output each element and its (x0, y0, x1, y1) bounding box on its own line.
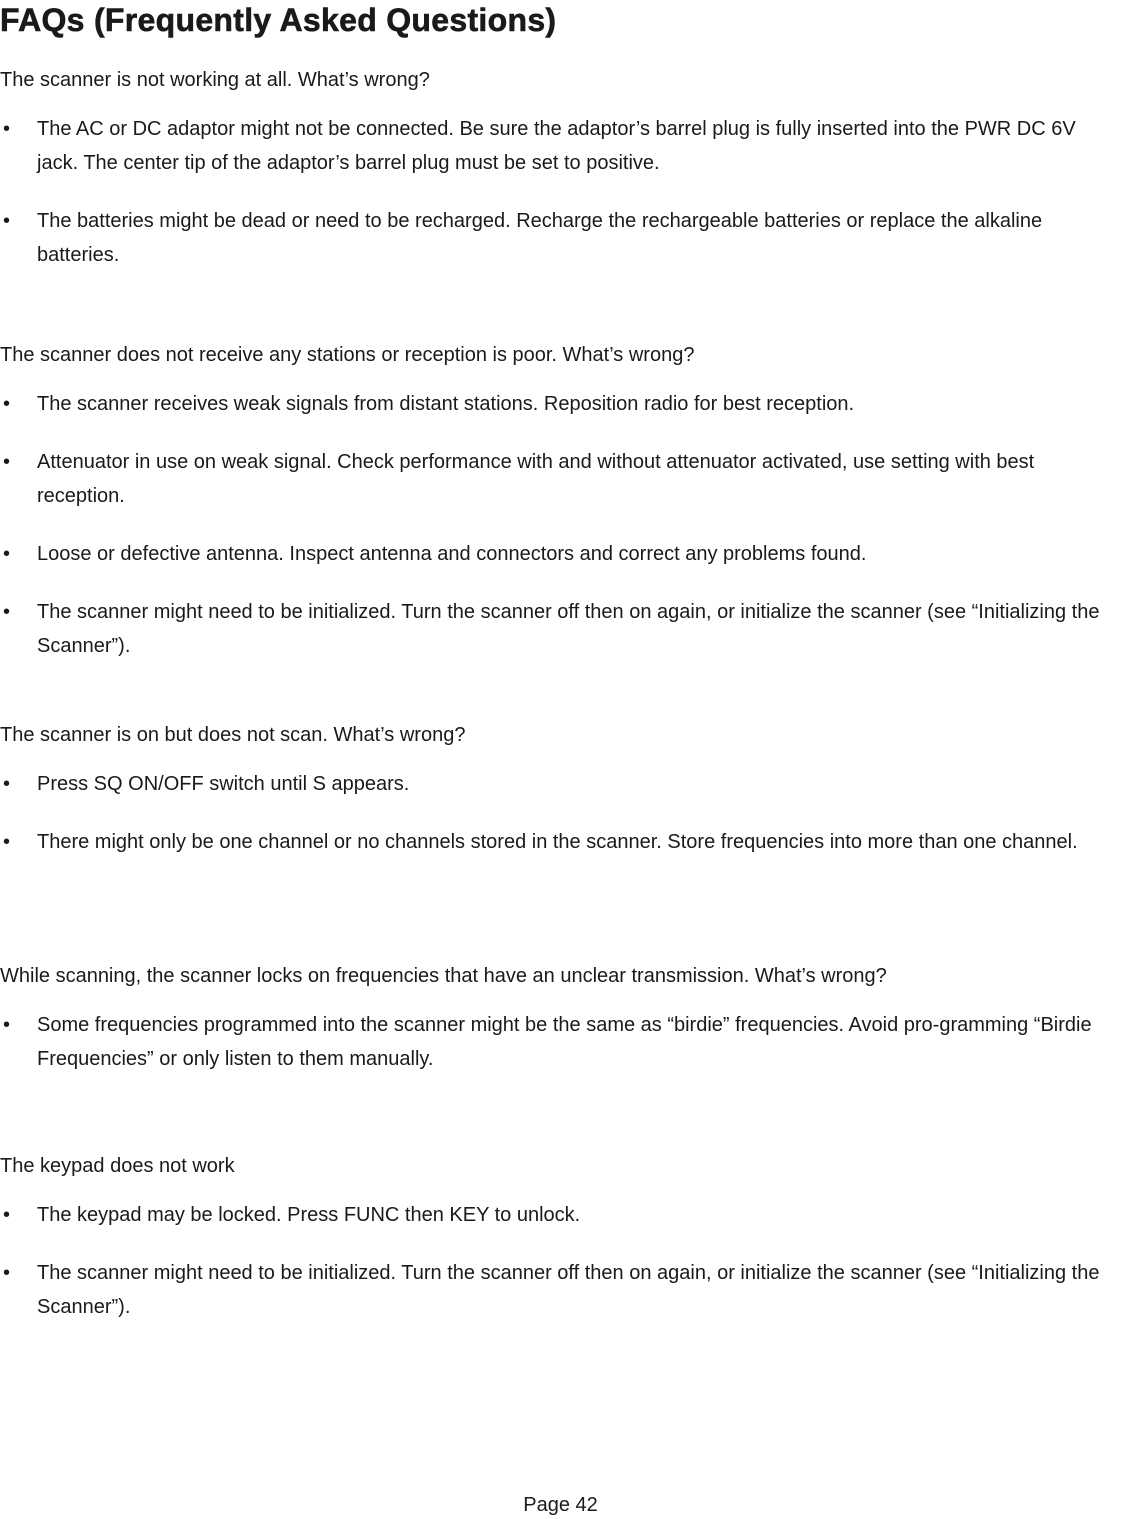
faq-answer-item (0, 825, 1121, 859)
faq-answer-text: Attenuator in use on weak signal. Check performance with and without attenuator activated, use setting with best reception. (37, 451, 1035, 507)
faq-section-unclear-transmission (0, 962, 1121, 1076)
faq-answer-item (0, 1008, 1121, 1076)
faq-answer-list (0, 112, 1121, 272)
bullet-icon: • (3, 451, 11, 473)
faq-answer-item (0, 445, 1121, 513)
faq-answer-text: The scanner might need to be initialized. Turn the scanner off then on again, or initialize the scanner (see “Initializing the Scanner”). (37, 601, 1100, 657)
page-title: FAQs (Frequently Asked Questions) (0, 2, 557, 38)
faq-answer-item (0, 595, 1121, 663)
bullet-icon: • (3, 831, 11, 853)
faq-section-keypad (0, 1152, 1121, 1324)
faq-answer-item (0, 767, 1121, 801)
faq-answer-text: The AC or DC adaptor might not be connected. Be sure the adaptor’s barrel plug is fully inserted into the PWR DC 6V jack. The center tip of the adaptor’s barrel plug must be set to positive. (37, 118, 1076, 174)
bullet-icon: • (3, 210, 11, 232)
faq-answer-list (0, 767, 1121, 859)
faq-question: The scanner does not receive any stations or reception is poor. What’s wrong? (0, 344, 695, 366)
faq-section-not-working (0, 66, 1121, 272)
faq-answer-list (0, 1008, 1121, 1076)
faq-section-does-not-scan (0, 721, 1121, 859)
faq-answer-text: Some frequencies programmed into the scanner might be the same as “birdie” frequencies. Avoid pro-gramming “Birdie Frequencies” or only listen to them manually. (37, 1014, 1092, 1070)
faq-question: The scanner is not working at all. What’s wrong? (0, 69, 430, 91)
faq-answer-text: The keypad may be locked. Press FUNC then KEY to unlock. (37, 1204, 581, 1226)
faq-answer-item (0, 1198, 1121, 1232)
faq-answer-text: The scanner might need to be initialized. Turn the scanner off then on again, or initialize the scanner (see “Initializing the Scanner”). (37, 1262, 1100, 1318)
bullet-icon: • (3, 1262, 11, 1284)
faq-answer-item (0, 387, 1121, 421)
faq-answer-text: The scanner receives weak signals from distant stations. Reposition radio for best reception. (37, 393, 855, 415)
faq-answer-text: Press SQ ON/OFF switch until S appears. (37, 773, 410, 795)
faq-answer-item (0, 1256, 1121, 1324)
bullet-icon: • (3, 1204, 11, 1226)
faq-answer-item (0, 204, 1121, 272)
faq-answer-text: There might only be one channel or no channels stored in the scanner. Store frequencies into more than one channel. (37, 831, 1078, 853)
bullet-icon: • (3, 773, 11, 795)
bullet-icon: • (3, 601, 11, 623)
faq-answer-item (0, 112, 1121, 180)
bullet-icon: • (3, 118, 11, 140)
faq-answer-list (0, 1198, 1121, 1324)
bullet-icon: • (3, 1014, 11, 1036)
faq-question: The scanner is on but does not scan. What’s wrong? (0, 724, 466, 746)
page-number: Page 42 (523, 1494, 598, 1516)
faq-answer-list (0, 387, 1121, 663)
faq-answer-text: Loose or defective antenna. Inspect antenna and connectors and correct any problems found. (37, 543, 867, 565)
faq-question: While scanning, the scanner locks on frequencies that have an unclear transmission. What’s wrong? (0, 965, 887, 987)
faq-section-poor-reception (0, 341, 1121, 663)
bullet-icon: • (3, 393, 11, 415)
faq-question: The keypad does not work (0, 1155, 235, 1177)
faq-answer-text: The batteries might be dead or need to be recharged. Recharge the rechargeable batteries or replace the alkaline batteries. (37, 210, 1043, 266)
faq-answer-item (0, 537, 1121, 571)
bullet-icon: • (3, 543, 11, 565)
